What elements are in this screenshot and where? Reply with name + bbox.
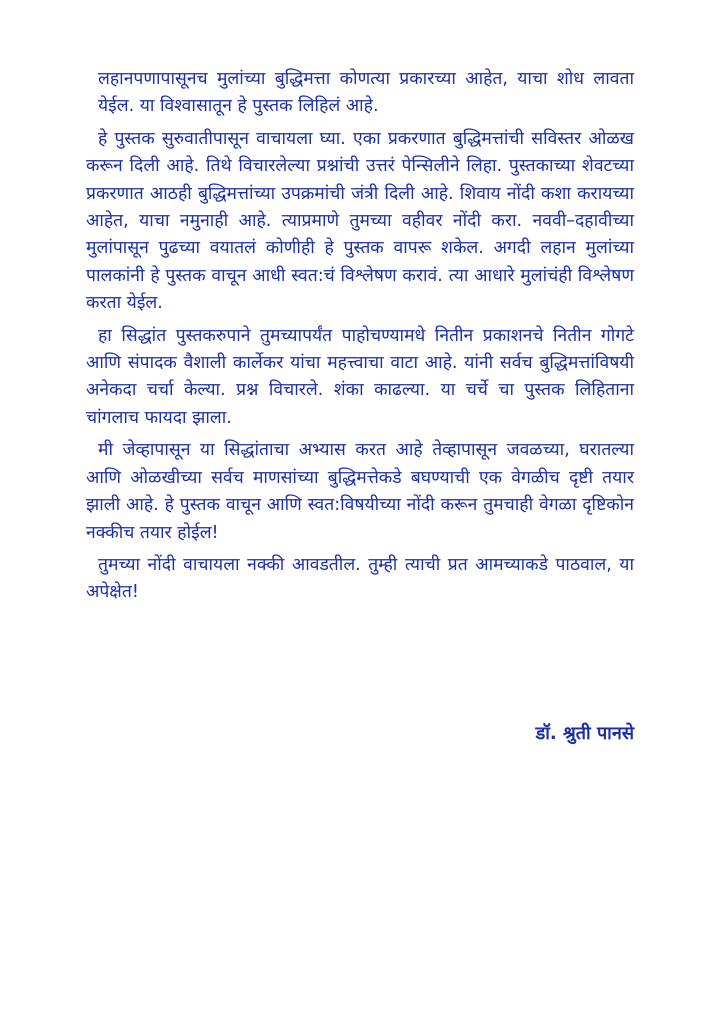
author-signature: डॉ. श्रुती पानसे: [535, 723, 634, 744]
paragraph-closing: तुमच्या नोंदी वाचायला नक्की आवडतील. तुम्ही त्याची प्रत आमच्याकडे पाठवाल, या अपेक्षेत!: [86, 554, 634, 603]
paragraph-usage: हे पुस्तक सुरुवातीपासून वाचायला घ्या. एका प्रकरणात बुद्धिमत्तांची सविस्तर ओळख करून दिली आहे. तिथे विचारलेल्या प्रश्नांची उत्तरं पेन्सिलीने लिहा. पुस्तकाच्या शेवटच्या प्रकरणात आठही बुद्धिमत्तांच्या उपक्रमांची जंत्री दिली आहे. शिवाय नोंदी कशा करायच्या आहेत, याचा नमुनाही आहे. त्याप्रमाणे तुमच्या वहीवर नोंदी करा. नववी–दहावीच्या मुलांपासून पुढच्या वयातलं कोणीही हे पुस्तक वापरू शकेल. अगदी लहान मुलांच्या पालकांनी हे पुस्तक वाचून आधी स्वत:चं विश्लेषण करावं. त्या आधारे मुलांचंही विश्लेषण करता येईल.: [86, 128, 634, 314]
document-body: [86, 66, 634, 612]
paragraph-perspective: मी जेव्हापासून या सिद्धांताचा अभ्यास करत आहे तेव्हापासून जवळच्या, घरातल्या आणि ओळखीच्या सर्वच माणसांच्या बुद्धिमत्तेकडे बघण्याची एक वेगळीच दृष्टी तयार झाली आहे. हे पुस्तक वाचून आणि स्वत:विषयीच्या नोंदी करून तुमचाही वेगळा दृष्टिकोन नक्कीच तयार होईल!: [86, 440, 634, 543]
paragraph-acknowledgement: हा सिद्धांत पुस्तकरुपाने तुमच्यापर्यंत पाहोचण्यामधे नितीन प्रकाशनचे नितीन गोगटे आणि संपादक वैशाली कार्लेकर यांचा महत्त्वाचा वाटा आहे. यांनी सर्वच बुद्धिमत्तांविषयी अनेकदा चर्चा केल्या. प्रश्न विचारले. शंका काढल्या. या चर्चे चा पुस्तक लिहिताना चांगलाच फायदा झाला.: [86, 325, 634, 428]
paragraph-intro: लहानपणापासूनच मुलांच्या बुद्धिमत्ता कोणत्या प्रकारच्या आहेत, याचा शोध लावता येईल. या विश्वासातून हे पुस्तक लिहिलं आहे.: [98, 69, 634, 117]
